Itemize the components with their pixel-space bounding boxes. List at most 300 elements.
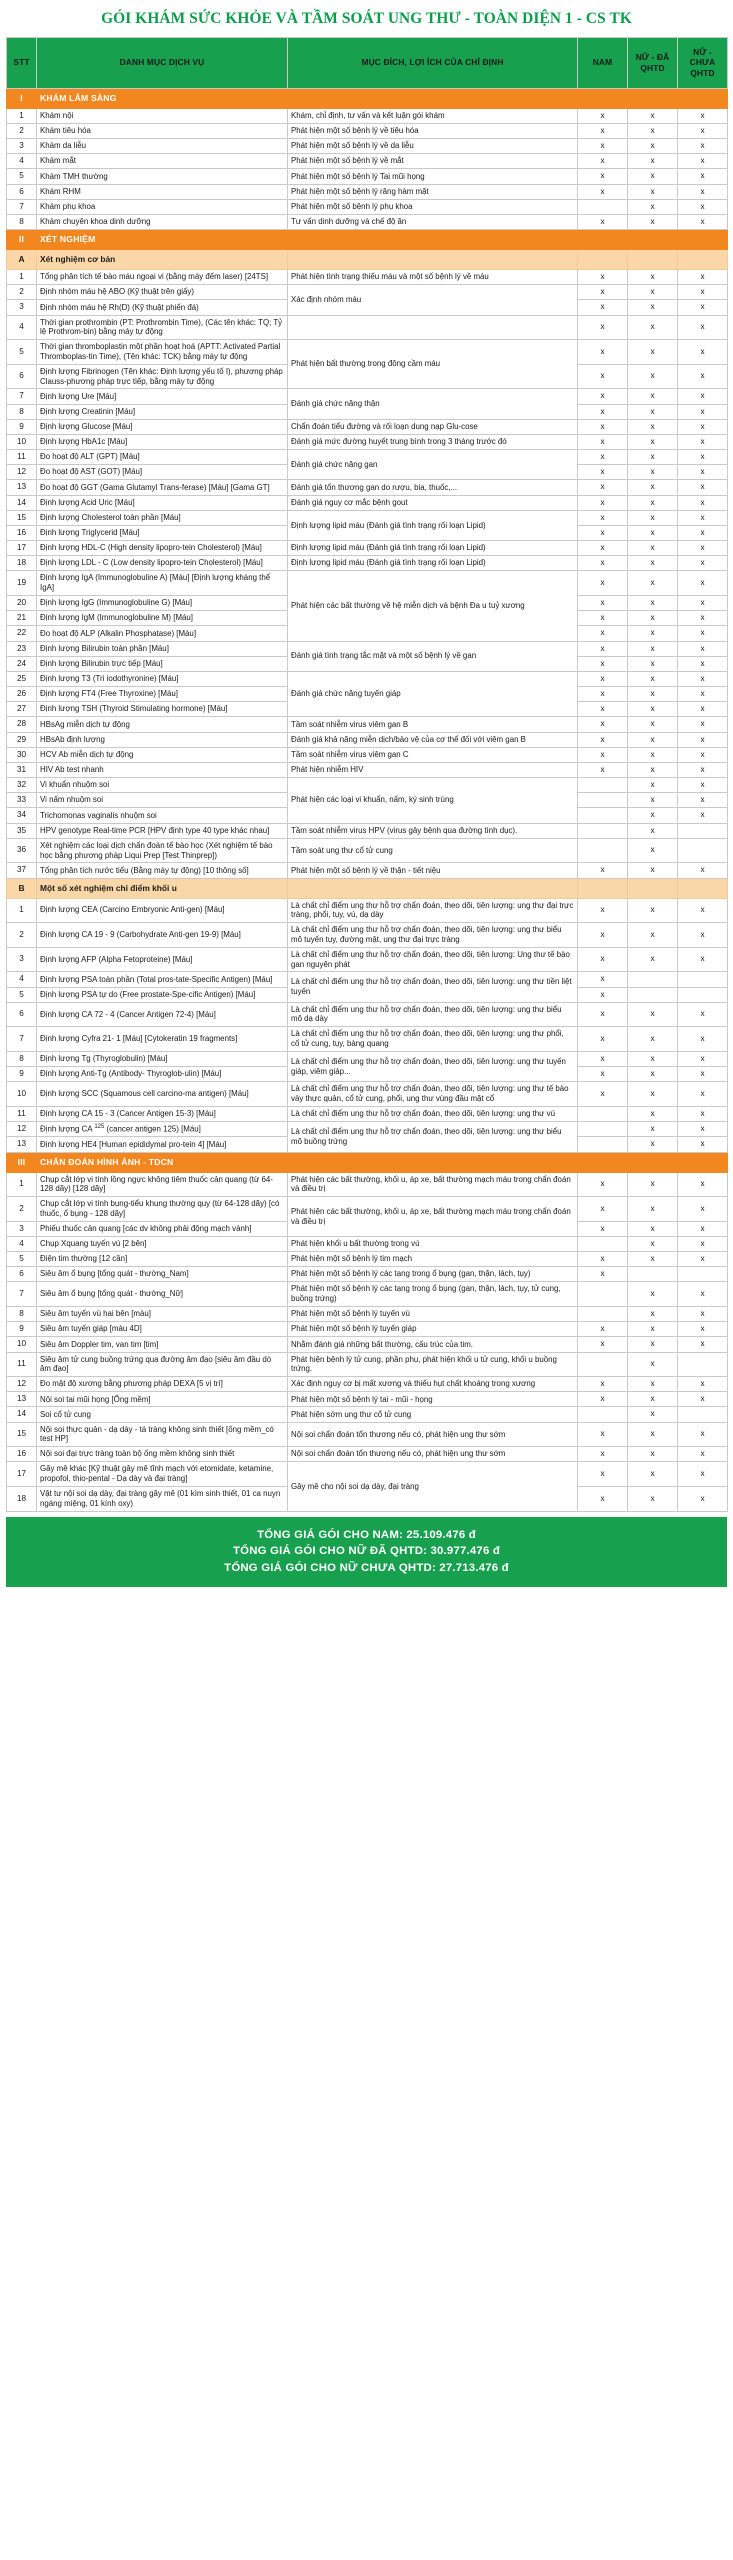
mark-male: x xyxy=(578,285,628,300)
mark-female-experienced: x xyxy=(628,1106,678,1121)
service-name: Siêu âm tuyến vú hai bên [màu] xyxy=(37,1307,288,1322)
service-purpose: Phát hiện một số bệnh lý về da liễu xyxy=(288,139,578,154)
mark-female-experienced: x xyxy=(628,154,678,169)
row-number: 20 xyxy=(7,596,37,611)
mark-male: x xyxy=(578,1221,628,1236)
row-number: 13 xyxy=(7,480,37,495)
section-filler-purpose xyxy=(288,88,578,108)
mark-male: x xyxy=(578,214,628,229)
mark-female-inexperienced: x xyxy=(678,123,728,138)
service-purpose: Phát hiện một số bệnh lý về mắt xyxy=(288,154,578,169)
mark-female-experienced: x xyxy=(628,923,678,948)
service-name: Định nhóm máu hệ Rh(D) (Kỹ thuật phiến đá) xyxy=(37,300,288,315)
service-name: Đo hoạt độ GGT (Gama Glutamyl Trans-ferase) [Máu] [Gama GT] xyxy=(37,480,288,495)
service-name: Định lượng CA $^{125}$ (cancer antigen 125) [Máu] xyxy=(37,1121,288,1136)
service-name: Định lượng Creatinin [Máu] xyxy=(37,404,288,419)
service-purpose: Phát hiện bất thường trong đông cầm máu xyxy=(288,340,578,389)
table-row xyxy=(7,315,728,340)
service-purpose: Là chất chỉ điểm ung thư hỗ trợ chẩn đoán, theo dõi, tiên lượng: ung thư biểu mô buồng trứng xyxy=(288,1121,578,1152)
service-name: HCV Ab miễn dịch tự động xyxy=(37,747,288,762)
service-purpose: Định lượng lipid máu (Đánh giá tình trạng rối loạn Lipid) xyxy=(288,541,578,556)
service-name: Soi cổ tử cung xyxy=(37,1407,288,1422)
service-name: Định lượng CA 72 - 4 (Cancer Antigen 72-4) [Máu] xyxy=(37,1002,288,1027)
col-header-service: DANH MỤC DỊCH VỤ xyxy=(37,37,288,88)
section-filler-f1 xyxy=(628,230,678,250)
mark-female-experienced: x xyxy=(628,1307,678,1322)
row-number: 25 xyxy=(7,671,37,686)
mark-female-experienced xyxy=(628,987,678,1002)
mark-female-experienced: x xyxy=(628,1352,678,1377)
row-number: 18 xyxy=(7,556,37,571)
mark-male: x xyxy=(578,434,628,449)
mark-female-inexperienced: x xyxy=(678,1447,728,1462)
table-row xyxy=(7,1172,728,1197)
mark-male: x xyxy=(578,1322,628,1337)
service-purpose: Tầm soát ung thư cổ tử cung xyxy=(288,838,578,863)
service-purpose: Là chất chỉ điểm ung thư hỗ trợ chẩn đoán, theo dõi, tiên lượng: ung thư vú xyxy=(288,1106,578,1121)
service-purpose: Là chất chỉ điểm ung thư hỗ trợ chẩn đoán, theo dõi, tiên lượng: ung thư tế bào vảy thực quản, cổ tử cung, phổi, ung thư vùng đầu mặt cổ xyxy=(288,1082,578,1107)
mark-male: x xyxy=(578,947,628,972)
mark-female-inexperienced xyxy=(678,1352,728,1377)
row-number: 28 xyxy=(7,717,37,732)
total-male: TỔNG GIÁ GÓI CHO NAM: 25.109.476 đ xyxy=(257,1528,476,1541)
mark-female-inexperienced xyxy=(678,987,728,1002)
mark-female-experienced: x xyxy=(628,863,678,878)
mark-male: x xyxy=(578,419,628,434)
service-purpose: Đánh giá chức năng thận xyxy=(288,389,578,419)
row-number: 22 xyxy=(7,626,37,641)
mark-male xyxy=(578,838,628,863)
subsection-title: Một số xét nghiệm chỉ điểm khối u xyxy=(37,878,288,898)
mark-female-experienced: x xyxy=(628,671,678,686)
table-row xyxy=(7,947,728,972)
service-name: Đo mật độ xương bằng phương pháp DEXA [5 vị trí] xyxy=(37,1377,288,1392)
mark-male: x xyxy=(578,108,628,123)
row-number: 33 xyxy=(7,793,37,808)
service-name: Tổng phân tích tế bào máu ngoại vi (bằng máy đếm laser) [24TS] xyxy=(37,270,288,285)
service-purpose: Đánh giá chức năng tuyến giáp xyxy=(288,671,578,717)
mark-male: x xyxy=(578,340,628,365)
mark-female-experienced: x xyxy=(628,1221,678,1236)
mark-female-experienced: x xyxy=(628,465,678,480)
service-purpose: Khám, chỉ định, tư vấn và kết luận gói khám xyxy=(288,108,578,123)
service-purpose: Là chất chỉ điểm ung thư hỗ trợ chẩn đoán, theo dõi, tiên lượng: ung thư biểu mô dạ dày xyxy=(288,1002,578,1027)
mark-male xyxy=(578,1282,628,1307)
table-row xyxy=(7,556,728,571)
mark-female-experienced: x xyxy=(628,1027,678,1052)
service-name: Định lượng HDL-C (High density lipopro-tein Cholesterol) [Máu] xyxy=(37,541,288,556)
service-name: HBsAg miễn dịch tự động xyxy=(37,717,288,732)
row-number: 10 xyxy=(7,1337,37,1352)
row-number: 11 xyxy=(7,450,37,465)
mark-female-inexperienced: x xyxy=(678,702,728,717)
mark-male: x xyxy=(578,510,628,525)
service-purpose: Phát hiện các bất thường, khối u, áp xe, bất thường mạch máu trong chẩn đoán và điều trị xyxy=(288,1197,578,1237)
mark-female-experienced: x xyxy=(628,778,678,793)
service-name: Chụp cắt lớp vi tính bụng-tiểu khung thường quy (từ 64-128 dãy) [có thuốc, ổ bụng - 128 dãy] xyxy=(37,1197,288,1222)
table-row xyxy=(7,1307,728,1322)
service-name: Khám tiêu hóa xyxy=(37,123,288,138)
mark-female-experienced: x xyxy=(628,1051,678,1066)
mark-female-inexperienced: x xyxy=(678,641,728,656)
total-female-inexperienced: TỔNG GIÁ GÓI CHO NỮ CHƯA QHTD: 27.713.476 đ xyxy=(224,1561,509,1574)
mark-female-inexperienced: x xyxy=(678,863,728,878)
row-number: 7 xyxy=(7,199,37,214)
mark-female-inexperienced: x xyxy=(678,270,728,285)
mark-female-experienced: x xyxy=(628,495,678,510)
service-purpose: Đánh giá nguy cơ mắc bệnh gout xyxy=(288,495,578,510)
service-name: Đo hoạt độ ALP (Alkalin Phosphatase) [Máu] xyxy=(37,626,288,641)
mark-male: x xyxy=(578,154,628,169)
mark-female-inexperienced: x xyxy=(678,1487,728,1512)
row-number: 12 xyxy=(7,465,37,480)
service-purpose: Phát hiện một số bệnh lý các tạng trong ổ bụng (gan, thận, lách, tụy) xyxy=(288,1267,578,1282)
service-purpose: Phát hiện nhiễm HIV xyxy=(288,762,578,777)
table-row xyxy=(7,285,728,300)
mark-female-experienced: x xyxy=(628,123,678,138)
row-number: 5 xyxy=(7,340,37,365)
mark-female-inexperienced: x xyxy=(678,556,728,571)
row-number: 4 xyxy=(7,315,37,340)
service-name: Tổng phân tích nước tiểu (Bằng máy tự động) [10 thông số] xyxy=(37,863,288,878)
mark-female-experienced: x xyxy=(628,1422,678,1447)
row-number: 16 xyxy=(7,525,37,540)
row-number: 16 xyxy=(7,1447,37,1462)
service-purpose: Đánh giá tình trạng tắc mật và một số bệnh lý về gan xyxy=(288,641,578,671)
mark-female-experienced: x xyxy=(628,1197,678,1222)
section-filler-male xyxy=(578,1152,628,1172)
table-row xyxy=(7,199,728,214)
row-number: 14 xyxy=(7,495,37,510)
mark-male: x xyxy=(578,169,628,184)
table-body xyxy=(7,88,728,1511)
mark-male: x xyxy=(578,1067,628,1082)
mark-female-inexperienced: x xyxy=(678,169,728,184)
row-number: 17 xyxy=(7,1462,37,1487)
table-row xyxy=(7,1377,728,1392)
service-purpose: Phát hiện một số bệnh lý về tiêu hóa xyxy=(288,123,578,138)
mark-female-inexperienced: x xyxy=(678,947,728,972)
mark-female-experienced: x xyxy=(628,270,678,285)
service-purpose: Phát hiện bệnh lý tử cung, phần phụ, phát hiện khối u tử cung, khối u buồng trứng. xyxy=(288,1352,578,1377)
mark-female-inexperienced: x xyxy=(678,434,728,449)
row-number: 11 xyxy=(7,1106,37,1121)
section-filler-male xyxy=(578,88,628,108)
subsection-filler-purpose xyxy=(288,878,578,898)
service-name: Siêu âm tuyến giáp [màu 4D] xyxy=(37,1322,288,1337)
mark-female-inexperienced: x xyxy=(678,154,728,169)
service-purpose: Là chất chỉ điểm ung thư hỗ trợ chẩn đoán, theo dõi, tiên lượng: ung thư tiền liệt tuyến xyxy=(288,972,578,1002)
mark-female-experienced: x xyxy=(628,556,678,571)
col-header-purpose: MỤC ĐÍCH, LỢI ÍCH CỦA CHỈ ĐỊNH xyxy=(288,37,578,88)
mark-female-experienced: x xyxy=(628,364,678,389)
mark-female-inexperienced: x xyxy=(678,1027,728,1052)
mark-female-inexperienced: x xyxy=(678,611,728,626)
row-number: 3 xyxy=(7,1221,37,1236)
section-filler-f1 xyxy=(628,88,678,108)
row-number: 17 xyxy=(7,541,37,556)
table-row xyxy=(7,641,728,656)
service-name: Định lượng SCC (Squamous cell carcino-ma antigen) [Máu] xyxy=(37,1082,288,1107)
row-number: 2 xyxy=(7,923,37,948)
service-name: Định lượng Anti-Tg (Antibody- Thyroglob-ulin) [Máu] xyxy=(37,1067,288,1082)
mark-female-experienced: x xyxy=(628,340,678,365)
mark-female-experienced: x xyxy=(628,1487,678,1512)
service-name: HIV Ab test nhanh xyxy=(37,762,288,777)
table-row xyxy=(7,434,728,449)
row-number: 2 xyxy=(7,1197,37,1222)
table-row xyxy=(7,747,728,762)
mark-female-experienced: x xyxy=(628,1137,678,1152)
table-row xyxy=(7,823,728,838)
mark-female-experienced: x xyxy=(628,1392,678,1407)
section-title: XÉT NGHIỆM xyxy=(37,230,288,250)
mark-female-experienced: x xyxy=(628,947,678,972)
mark-male: x xyxy=(578,315,628,340)
subsection-header-row xyxy=(7,878,728,898)
col-header-female-inexperienced: NỮ - CHƯA QHTD xyxy=(678,37,728,88)
mark-female-experienced: x xyxy=(628,1322,678,1337)
mark-female-experienced: x xyxy=(628,898,678,923)
service-name: HBsAb định lượng xyxy=(37,732,288,747)
mark-female-inexperienced: x xyxy=(678,1282,728,1307)
table-row xyxy=(7,863,728,878)
table-row xyxy=(7,214,728,229)
service-purpose: Phát hiện một số bệnh lý tai - mũi - họng xyxy=(288,1392,578,1407)
service-name: Khám nội xyxy=(37,108,288,123)
mark-female-inexperienced: x xyxy=(678,626,728,641)
mark-female-experienced: x xyxy=(628,285,678,300)
service-purpose: Tư vấn dinh dưỡng và chế độ ăn xyxy=(288,214,578,229)
mark-female-inexperienced: x xyxy=(678,1337,728,1352)
mark-female-experienced: x xyxy=(628,525,678,540)
row-number: 5 xyxy=(7,1252,37,1267)
col-header-stt: STT xyxy=(7,37,37,88)
table-row xyxy=(7,1392,728,1407)
mark-female-experienced: x xyxy=(628,1447,678,1462)
section-filler-male xyxy=(578,230,628,250)
section-number: I xyxy=(7,88,37,108)
row-number: 36 xyxy=(7,838,37,863)
mark-male xyxy=(578,1236,628,1251)
section-header-row xyxy=(7,1152,728,1172)
mark-male: x xyxy=(578,1267,628,1282)
service-name: Định lượng HbA1c [Máu] xyxy=(37,434,288,449)
section-header-row xyxy=(7,88,728,108)
service-name: Khám TMH thường xyxy=(37,169,288,184)
mark-male: x xyxy=(578,747,628,762)
mark-female-inexperienced: x xyxy=(678,1002,728,1027)
table-row xyxy=(7,1106,728,1121)
subsection-filler-f1 xyxy=(628,878,678,898)
mark-female-experienced: x xyxy=(628,541,678,556)
service-name: Định lượng HE4 [Human epididymal pro-tein 4] [Máu] xyxy=(37,1137,288,1152)
service-purpose: Đánh giá tổn thương gan do rượu, bia, thuốc,... xyxy=(288,480,578,495)
table-row xyxy=(7,340,728,365)
mark-female-inexperienced: x xyxy=(678,596,728,611)
mark-female-inexperienced xyxy=(678,1407,728,1422)
mark-male: x xyxy=(578,702,628,717)
row-number: 4 xyxy=(7,154,37,169)
mark-female-experienced: x xyxy=(628,1172,678,1197)
mark-female-inexperienced xyxy=(678,838,728,863)
table-row xyxy=(7,139,728,154)
row-number: 23 xyxy=(7,641,37,656)
table-row xyxy=(7,1337,728,1352)
service-purpose: Tầm soát nhiễm virus viêm gan C xyxy=(288,747,578,762)
row-number: 3 xyxy=(7,300,37,315)
service-purpose: Xác định nguy cơ bị mất xương và thiếu hụt chất khoáng trong xương xyxy=(288,1377,578,1392)
mark-female-inexperienced: x xyxy=(678,571,728,596)
subsection-filler-f2 xyxy=(678,250,728,270)
mark-female-experienced: x xyxy=(628,717,678,732)
mark-female-experienced: x xyxy=(628,808,678,823)
row-number: 32 xyxy=(7,778,37,793)
mark-female-experienced: x xyxy=(628,823,678,838)
service-purpose: Phát hiện một số bệnh lý tuyến vú xyxy=(288,1307,578,1322)
mark-male: x xyxy=(578,656,628,671)
mark-male xyxy=(578,1307,628,1322)
service-name: Khám chuyên khoa dinh dưỡng xyxy=(37,214,288,229)
mark-female-inexperienced: x xyxy=(678,214,728,229)
mark-male: x xyxy=(578,404,628,419)
mark-male xyxy=(578,199,628,214)
row-number: 30 xyxy=(7,747,37,762)
header-row xyxy=(7,37,728,88)
service-name: Định lượng Triglycerid [Máu] xyxy=(37,525,288,540)
table-row xyxy=(7,778,728,793)
mark-male: x xyxy=(578,1197,628,1222)
table-row xyxy=(7,1422,728,1447)
mark-male: x xyxy=(578,596,628,611)
mark-male xyxy=(578,1352,628,1377)
row-number: 12 xyxy=(7,1121,37,1136)
service-name: Định lượng AFP (Alpha Fetoproteine) [Máu] xyxy=(37,947,288,972)
table-row xyxy=(7,108,728,123)
table-row xyxy=(7,762,728,777)
row-number: 31 xyxy=(7,762,37,777)
page-title: GÓI KHÁM SỨC KHỎE VÀ TẦM SOÁT UNG THƯ - TOÀN DIỆN 1 - CS TK xyxy=(101,10,632,27)
mark-female-inexperienced: x xyxy=(678,671,728,686)
row-number: 6 xyxy=(7,1267,37,1282)
subsection-filler-male xyxy=(578,250,628,270)
mark-female-inexperienced: x xyxy=(678,923,728,948)
mark-male: x xyxy=(578,1051,628,1066)
table-row xyxy=(7,1121,728,1136)
section-title: CHẨN ĐOÁN HÌNH ẢNH - TDCN xyxy=(37,1152,288,1172)
service-name: Định lượng Fibrinogen (Tên khác: Định lượng yếu tố I), phương pháp Clauss-phương pháp trực tiếp, bằng máy tự động xyxy=(37,364,288,389)
mark-female-experienced: x xyxy=(628,838,678,863)
service-purpose: Xác định nhóm máu xyxy=(288,285,578,315)
row-number: 13 xyxy=(7,1392,37,1407)
mark-male: x xyxy=(578,480,628,495)
row-number: 5 xyxy=(7,987,37,1002)
service-purpose: Phát hiện các loại vi khuẩn, nấm, ký sinh trùng xyxy=(288,778,578,824)
mark-male: x xyxy=(578,1377,628,1392)
mark-female-experienced: x xyxy=(628,199,678,214)
section-number: III xyxy=(7,1152,37,1172)
service-purpose: Tầm soát nhiễm virus viêm gan B xyxy=(288,717,578,732)
total-female-experienced: TỔNG GIÁ GÓI CHO NỮ ĐÃ QHTD: 30.977.476 đ xyxy=(232,1545,501,1558)
table-row xyxy=(7,717,728,732)
superscript-number: 125 xyxy=(94,1123,105,1130)
table-row xyxy=(7,1352,728,1377)
mark-male: x xyxy=(578,1337,628,1352)
mark-male: x xyxy=(578,972,628,987)
service-name: Vi khuẩn nhuộm soi xyxy=(37,778,288,793)
subsection-filler-purpose xyxy=(288,250,578,270)
mark-female-experienced: x xyxy=(628,108,678,123)
section-filler-f2 xyxy=(678,88,728,108)
subsection-title: Xét nghiệm cơ bản xyxy=(37,250,288,270)
mark-male: x xyxy=(578,1082,628,1107)
table-row xyxy=(7,923,728,948)
mark-male: x xyxy=(578,1252,628,1267)
row-number: 9 xyxy=(7,1067,37,1082)
service-name: Khám phụ khoa xyxy=(37,199,288,214)
mark-female-inexperienced: x xyxy=(678,1252,728,1267)
service-name: Đo hoạt độ AST (GOT) [Máu] xyxy=(37,465,288,480)
mark-male: x xyxy=(578,626,628,641)
service-name: Thời gian thromboplastin một phần hoạt hoá (APTT: Activated Partial Thromboplas-tin Time), (Tên khác: TCK) bằng máy tự động xyxy=(37,340,288,365)
service-name: Định lượng PSA tự do (Free prostate-Spe-cific Antigen) [Máu] xyxy=(37,987,288,1002)
mark-female-inexperienced: x xyxy=(678,1067,728,1082)
mark-female-inexperienced: x xyxy=(678,1051,728,1066)
mark-male xyxy=(578,793,628,808)
table-row xyxy=(7,154,728,169)
service-name: Định lượng Glucose [Máu] xyxy=(37,419,288,434)
service-name: Thời gian prothrombin (PT: Prothrombin Time), (Các tên khác: TQ; Tỷ lệ Prothrom-bin) bằng máy tự động xyxy=(37,315,288,340)
mark-male: x xyxy=(578,641,628,656)
service-purpose: Phát hiện các bất thường về hệ miễn dịch và bệnh Đa u tuỷ xương xyxy=(288,571,578,641)
mark-male: x xyxy=(578,139,628,154)
mark-female-experienced: x xyxy=(628,389,678,404)
table-row xyxy=(7,510,728,525)
row-number: 4 xyxy=(7,1236,37,1251)
row-number: 4 xyxy=(7,972,37,987)
table-row xyxy=(7,1447,728,1462)
mark-male: x xyxy=(578,270,628,285)
service-name: Định lượng CA 15 - 3 (Cancer Antigen 15-3) [Máu] xyxy=(37,1106,288,1121)
col-header-male: NAM xyxy=(578,37,628,88)
mark-female-experienced: x xyxy=(628,419,678,434)
mark-female-experienced: x xyxy=(628,450,678,465)
mark-female-inexperienced: x xyxy=(678,300,728,315)
mark-male: x xyxy=(578,1487,628,1512)
mark-male: x xyxy=(578,863,628,878)
section-filler-purpose xyxy=(288,230,578,250)
mark-female-inexperienced: x xyxy=(678,480,728,495)
mark-female-experienced: x xyxy=(628,315,678,340)
mark-female-inexperienced: x xyxy=(678,808,728,823)
table-row xyxy=(7,1282,728,1307)
service-purpose: Gây mê cho nội soi dạ dày, đại tràng xyxy=(288,1462,578,1511)
mark-female-inexperienced: x xyxy=(678,364,728,389)
table-row xyxy=(7,1197,728,1222)
mark-female-experienced: x xyxy=(628,793,678,808)
service-name: Định nhóm máu hệ ABO (Kỹ thuật trên giấy) xyxy=(37,285,288,300)
mark-male: x xyxy=(578,123,628,138)
service-purpose: Nội soi chẩn đoán tổn thương nếu có, phát hiện ung thư sớm xyxy=(288,1447,578,1462)
table-row xyxy=(7,571,728,596)
mark-male: x xyxy=(578,732,628,747)
service-name: Định lượng Ure [Máu] xyxy=(37,389,288,404)
mark-female-inexperienced: x xyxy=(678,419,728,434)
table-row xyxy=(7,972,728,987)
service-purpose: Phát hiện các bất thường, khối u, áp xe, bất thường mạch máu trong chẩn đoán và điều trị xyxy=(288,1172,578,1197)
service-purpose: Phát hiện một số bệnh lý Tai mũi họng xyxy=(288,169,578,184)
mark-female-inexperienced: x xyxy=(678,1392,728,1407)
